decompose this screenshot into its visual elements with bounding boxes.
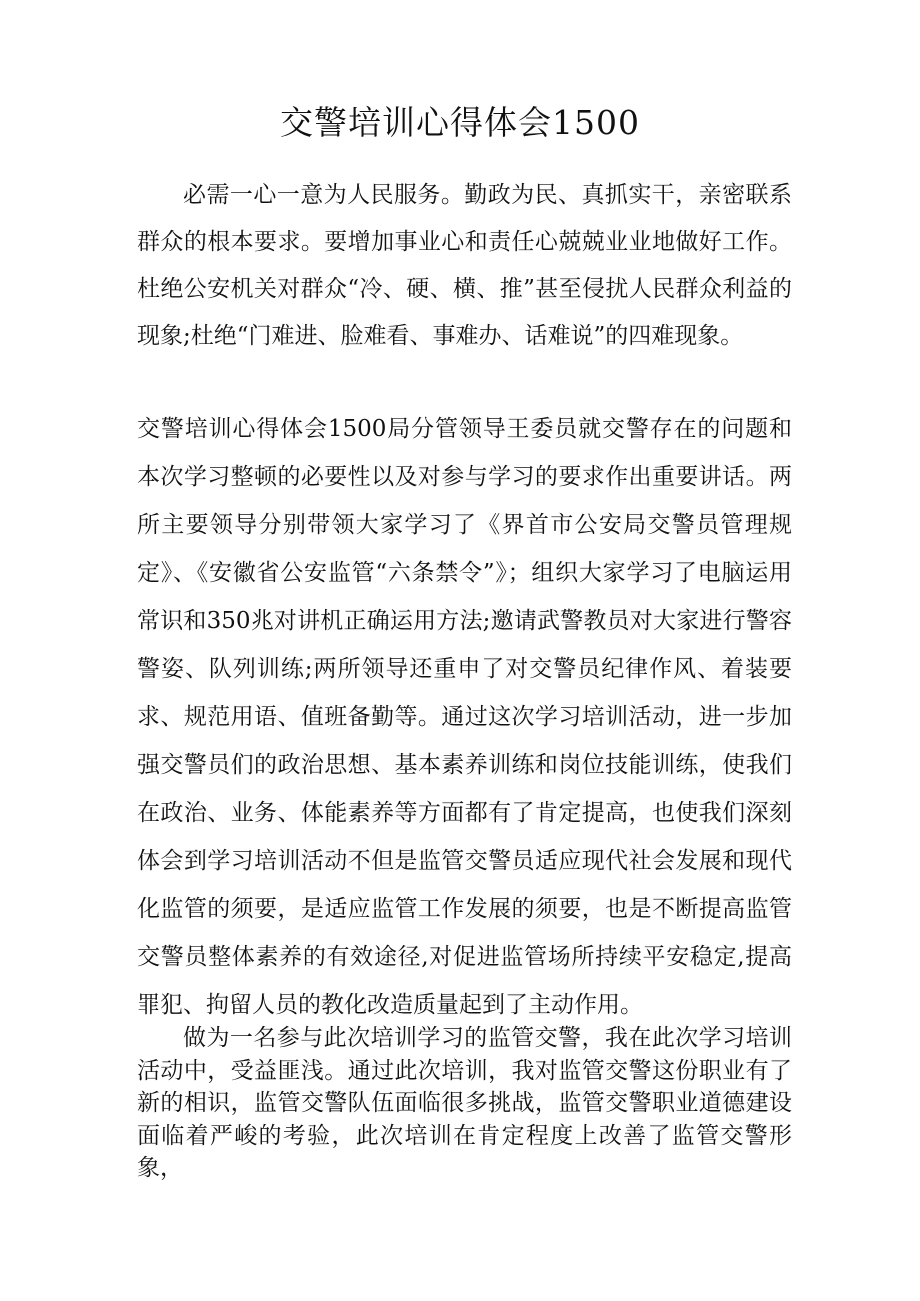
paragraph-2: 交警培训心得体会1500局分管领导王委员就交警存在的问题和本次学习整顿的必要性以及对参与学习的要求作出重要讲话。两所主要领导分别带领大家学习了《界首市公安局交警员管理规定》、《安徽省公安监管“六条禁令”》；组织大家学习了电脑运用常识和350兆对讲机正确运用方法;邀请武警教员对大家进行警容警姿、队列训练;两所领导还重申了对交警员纪律作风、着装要求、规范用语、值班备勤等。通过这次学习培训活动，进一步加强交警员们的政治思想、基本素养训练和岗位技能训练，使我们在政治、业务、体能素养等方面都有了肯定提高，也使我们深刻体会到学习培训活动不但是监管交警员适应现代社会发展和现代化监管的须要，是适应监管工作发展的须要，也是不断提高监管交警员整体素养的有效途径,对促进监管场所持续平安稳定,提高罪犯、拘留人员的教化改造质量起到了主动作用。 bbox=[137, 416, 792, 1018]
paragraph-1: 必需一心一意为人民服务。勤政为民、真抓实干，亲密联系群众的根本要求。要增加事业心和责任心兢兢业业地做好工作。杜绝公安机关对群众“冷、硬、横、推”甚至侵扰人民群众利益的现象;杜绝“门难进、脸难看、事难办、话难说”的四难现象。 bbox=[137, 182, 792, 349]
document-title: 交警培训心得体会1500 bbox=[280, 103, 640, 142]
paragraph-3: 做为一名参与此次培训学习的监管交警，我在此次学习培训活动中，受益匪浅。通过此次培训，我对监管交警这份职业有了新的相识，监管交警队伍面临很多挑战，监管交警职业道德建设面临着严峻的考验，此次培训在肯定程度上改善了监管交警形象， bbox=[137, 1025, 792, 1181]
